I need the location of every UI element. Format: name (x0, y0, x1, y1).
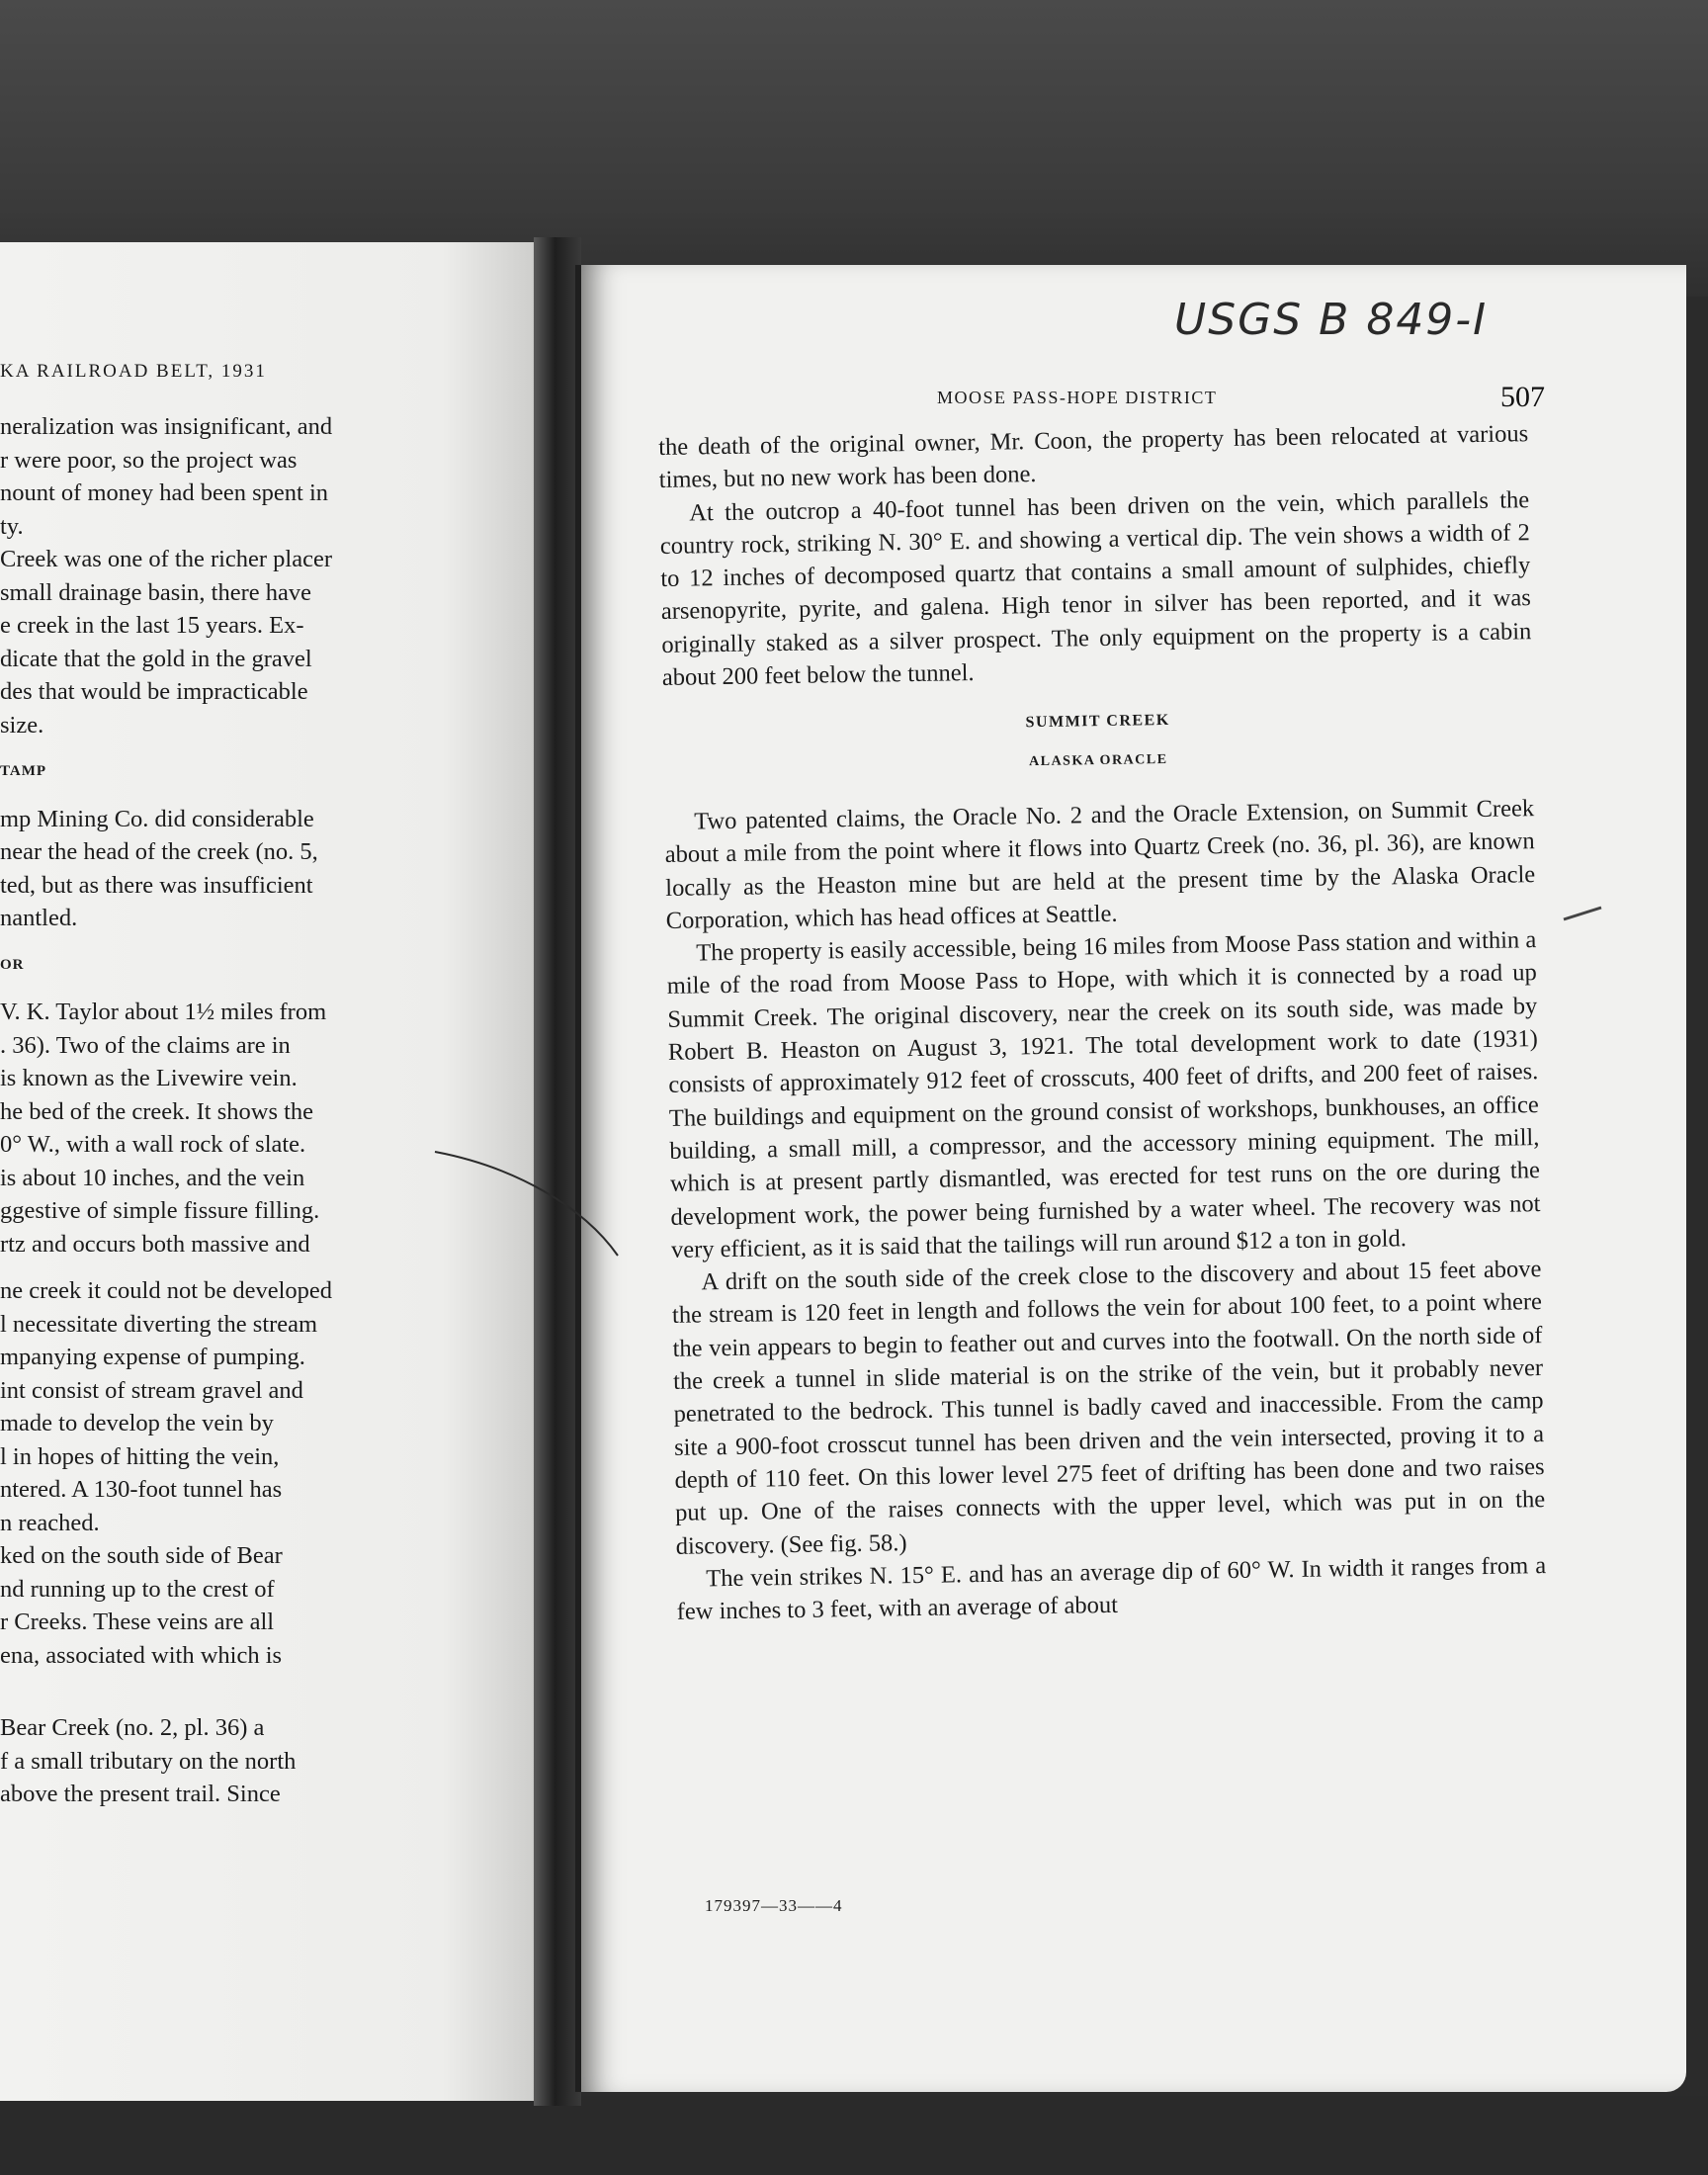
left-line: he bed of the creek. It shows the (0, 1097, 314, 1125)
left-line: des that would be impracticable (0, 678, 308, 705)
left-line: ty. (0, 512, 24, 540)
paragraph: At the outcrop a 40-foot tunnel has been driven on the vein, which parallels the country rock, striking N. 30° E. and showing a vertical dip. The vein shows a width of 2 to 12 inches of decomposed quartz that contains a small amount of sulphides, chiefly arsenopyrite, pyrite, and galena. High tenor in silver has been reported, and it was originally staked as a silver prospect. The only equipment on the property is a cabin about 200 feet below the tunnel. (659, 485, 1532, 692)
left-line: 0° W., with a wall rock of slate. (0, 1131, 306, 1158)
left-line: ked on the south side of Bear (0, 1542, 283, 1569)
paragraph: A drift on the south side of the creek close to the discovery and about 15 feet above the stream is 120 feet in length and follows the vein for about 100 feet, to a point where the vein appears to begin to feather out and curves into the footwall. On the north side of the creek a tunnel in slide material is on the strike of the vein, but it probably never penetrated to the bedrock. This tunnel is badly caved and inaccessible. From the camp site a 900-foot crosscut tunnel has been driven and the vein intersected, proving it to a depth of 110 feet. On this lower level 275 feet of drifting has been done and two raises put up. One of the raises connects with the upper level, which was put in on the discovery. (See fig. 58.) (671, 1256, 1546, 1560)
printer-code: 179397—33——4 (705, 1896, 843, 1915)
left-line: r Creeks. These veins are all (0, 1609, 275, 1635)
left-line: r were poor, so the project was (0, 446, 298, 474)
paragraph: The vein strikes N. 15° E. and has an average dip of 60° W. In width it ranges from a few inches to 3 feet, with an average of about (676, 1551, 1547, 1625)
left-line: Creek was one of the richer placer (0, 546, 333, 572)
left-line: mp Mining Co. did considerable (0, 805, 314, 832)
left-line: is known as the Livewire vein. (0, 1065, 298, 1091)
left-line: made to develop the vein by (0, 1410, 274, 1436)
left-line: ena, associated with which is (0, 1641, 283, 1669)
running-head: MOOSE PASS-HOPE DISTRICT (937, 388, 1218, 407)
page-number: 507 (1500, 381, 1545, 413)
left-line: rtz and occurs both massive and (0, 1230, 310, 1258)
left-line: e creek in the last 15 years. Ex- (0, 612, 304, 639)
paragraph: The property is easily accessible, being 16 miles from Moose Pass station and within a mile of the road from Moose Pass to Hope, with which it is connected by a road up Summit Creek. The original discovery, near the creek on its south side, was made by Robert B. Heaston on August 3, 1921. The total development work to date (1931) consists of approximately 912 feet of crosscuts, 400 feet of drifts, and 200 feet of raises. The buildings and equipment on the ground consist of workshops, bunkhouses, an office building, a small mill, a compressor, and the accessory mining equipment. The mill, which is at present partly dismantled, was erected for test runs on the ore during the development work, the power being furnished by a water wheel. The recovery was not very efficient, as it is said that the tailings will run around $12 a ton in gold. (666, 926, 1541, 1263)
paragraph: the death of the original owner, Mr. Coon, the property has been relocated at various times, but no new work has been done. (658, 420, 1529, 494)
left-section-head: OR (0, 956, 25, 973)
left-line: ntered. A 130-foot tunnel has (0, 1476, 283, 1503)
left-line: V. K. Taylor about 1½ miles from (0, 999, 327, 1025)
left-line: nantled. (0, 905, 78, 931)
left-line: ggestive of simple fissure filling. (0, 1197, 320, 1224)
left-line: mpanying expense of pumping. (0, 1344, 305, 1370)
left-line: n reached. (0, 1509, 100, 1536)
paragraph: Two patented claims, the Oracle No. 2 and the Oracle Extension, on Summit Creek about a mile from the point where it flows into Quartz Creek (no. 36, pl. 36), are known locally as the Heaston mine but are held at the present time by the Alaska Oracle Corporation, which has head offices at Seattle. (664, 795, 1536, 934)
left-line: above the present trail. Since (0, 1781, 281, 1807)
left-section-head: TAMP (0, 763, 47, 779)
left-line: ne creek it could not be developed (0, 1277, 333, 1304)
section-heading: SUMMIT CREEK (1025, 712, 1170, 732)
left-line: Bear Creek (no. 2, pl. 36) a (0, 1714, 265, 1741)
left-running-head: KA RAILROAD BELT, 1931 (0, 361, 267, 382)
handwritten-annotation: USGS B 849-I (1174, 295, 1489, 345)
left-line: is about 10 inches, and the vein (0, 1164, 305, 1191)
left-line: ted, but as there was insufficient (0, 871, 313, 899)
left-line: l in hopes of hitting the vein, (0, 1442, 280, 1470)
left-line: . 36). Two of the claims are in (0, 1031, 291, 1059)
left-line: dicate that the gold in the gravel (0, 645, 312, 672)
left-line: neralization was insignificant, and (0, 413, 333, 440)
left-line: nd running up to the crest of (0, 1575, 275, 1603)
left-line: near the head of the creek (no. 5, (0, 838, 318, 865)
left-line: size. (0, 711, 44, 739)
left-line: l necessitate diverting the stream (0, 1310, 318, 1338)
left-line: nount of money had been spent in (0, 479, 329, 506)
left-line: int consist of stream gravel and (0, 1376, 303, 1404)
left-line: small drainage basin, there have (0, 578, 311, 606)
left-line: f a small tributary on the north (0, 1747, 297, 1775)
subsection-heading: ALASKA ORACLE (1028, 751, 1168, 769)
